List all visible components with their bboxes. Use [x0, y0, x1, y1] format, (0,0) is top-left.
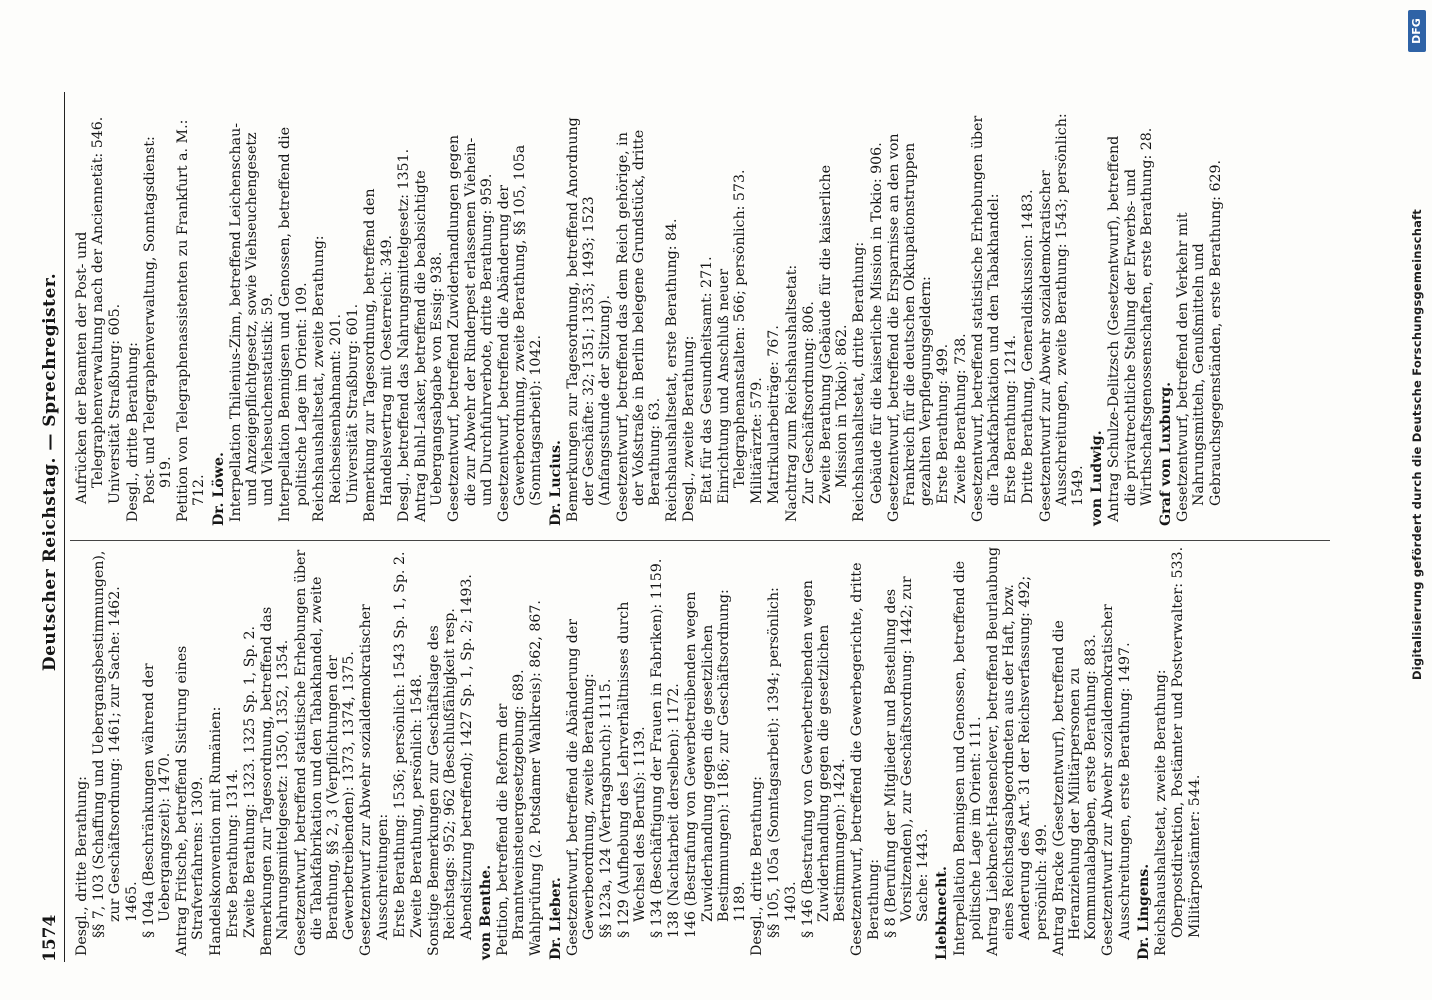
index-entry: Bemerkung zur Tagesordnung, betreffend den Handelsvertrag mit Oesterreich: 349. [362, 188, 395, 522]
right-column [74, 112, 1225, 526]
index-entry: Sonstige Bemerkungen zur Geschäftslage des Reichstags: 952; 962 (Beschlußfähigkeit resp. Abendsitzung betreffend); 1427 Sp. 1, Sp. 2; 1493. [426, 574, 475, 956]
index-entry: Desgl., dritte Berathung: [74, 776, 90, 956]
column-divider [70, 540, 1330, 541]
index-entry: Interpellation Thilenius-Zinn, betreffend Leichenschau- und Anzeigepflichtgesetz, sowie Viehseuchengesetz und Viehseuchenstatistik: 59. [227, 123, 277, 522]
index-entry: Antrag Schulze-Delitzsch (Gesetzentwurf), betreffend die privatrechtliche Stellung der Erwerbs- und Wirthschaftsgenossenschaften, erste Berathung: 28. [1106, 127, 1155, 522]
index-entry: Dritte Berathung, Generaldiskussion: 1483. [1020, 189, 1037, 504]
index-entry: Antrag Buhl-Lasker, betreffend die beabsichtigte Uebergangsabgabe von Essig: 938. [413, 170, 446, 522]
digitization-note: Digitalisierung gefördert durch die Deutsche Forschungsgemeinschaft [1410, 209, 1424, 680]
index-entry: Desgl., zweite Berathung: [681, 335, 698, 522]
index-entry: Universität Straßburg: 601. [345, 303, 362, 504]
speaker-name: von Benthe. [477, 864, 494, 960]
index-entry: Gesetzentwurf, betreffend die Abänderung der Gewerbeordnung, zweite Berathung: [564, 618, 598, 956]
index-entry: Gesetzentwurf, betreffend das dem Reich gehörige, in der Voßstraße in Berlin belegene Grundstück, dritte Berathung: 63. [614, 129, 663, 522]
index-entry: § 104a (Beschränkungen während der Uebergangszeit): 1470. [140, 663, 174, 938]
index-entry: Gesetzentwurf, betreffend den Verkehr mit Nahrungsmitteln, Genußmitteln und Gebrauchsgegenständen, erste Berathung: 629. [1175, 159, 1224, 522]
index-entry: Petition, betreffend die Reform der Branntweinsteuergesetzgebung: 689. [495, 669, 528, 956]
index-entry: Militärpostämter: 544. [1187, 774, 1204, 938]
index-entry: Bemerkungen zur Tagesordnung, betreffend Anordnung der Geschäfte: 32; 1351; 1353; 1493; 1523 (Anfangsstunde der Sitzung). [564, 117, 614, 522]
index-entry: Reichseisenbahnamt: 201. [328, 313, 345, 504]
running-head [20, 92, 65, 962]
index-entry: §§ 7, 103 (Schaffung und Uebergangsbestimmungen), zur Geschäftsordnung: 1461; zur Sache: 1462. 1465. [91, 550, 140, 938]
page-number: 1574 [40, 914, 60, 962]
index-entry: Antrag Liebknecht-Hasenclever, betreffend Beurlaubung eines Reichstagsabgeordneten aus der Haft, bzw. Aenderung des Art. 31 der Reichsverfassung: 492; persönlich: 499. [984, 546, 1050, 956]
index-entry: Desgl., dritte Berathung: [124, 342, 141, 522]
index-entry: Gesetzentwurf, betreffend statistische Erhebungen über die Tabakfabrikation und den Tabakhandel: [969, 115, 1002, 522]
index-entry: Antrag Fritsche, betreffend Sistirung eines Strafverfahrens: 1309. [174, 645, 207, 956]
index-entry: Erste Berathung: 499. [935, 343, 952, 504]
index-entry: Gesetzentwurf zur Abwehr sozialdemokratischer Ausschreitungen, zweite Berathung: 1543; persönlich: 1549. [1037, 113, 1086, 522]
index-entry: Desgl., dritte Berathung: [749, 776, 766, 956]
index-entry: Gesetzentwurf, betreffend die Gewerbegerichte, dritte Berathung: [849, 562, 882, 956]
dfg-logo: DFG [1408, 10, 1426, 52]
index-entry: Reichshaushaltsetat, erste Berathung: 84. [664, 218, 681, 522]
index-entry: Handelskonvention mit Rumänien: [207, 706, 224, 956]
index-entry: Interpellation Bennigsen und Genossen, betreffend die politische Lage im Orient: 109. [277, 126, 310, 522]
index-entry: 146 (Bestrafung von Gewerbetreibenden wegen Zuwiderhandlung gegen die gesetzlichen Bestimmungen): 1186; zur Geschäftsordnung: 1189. [683, 589, 748, 938]
speaker-name: Liebknecht. [934, 866, 951, 960]
index-entry: Reichshaushaltsetat, dritte Berathung: [851, 241, 868, 522]
index-entry: Einrichtung und Anschluß neuer Telegraphenanstalten: 566; persönlich: 573. [715, 169, 748, 504]
index-entry: Gesetzentwurf zur Abwehr sozialdemokratischer Ausschreitungen, erste Berathung: 1497. [1100, 604, 1133, 956]
index-entry: Wahlprüfung (2. Potsdamer Wahlkreis): 862, 867. [528, 600, 545, 956]
speaker-name: von Ludwig. [1089, 430, 1106, 526]
index-entry: § 129 (Aufhebung des Lehrverhältnisses durch Wechsel des Berufs): 1139. [615, 601, 648, 938]
index-entry: Gesetzentwurf, betreffend statistische Erhebungen über die Tabakfabrikation und den Tabakhandel, zweite Berathung, §§ 2, 3 (Verpflichtungen der Gewerbetreibenden): 1373, 1374, 1375. [292, 549, 358, 956]
index-entry: Erste Berathung: 1314. [224, 768, 241, 938]
index-entry: Gebäude für die kaiserliche Mission in Tokio: 906. [868, 142, 885, 504]
index-entry: Post- und Telegraphenverwaltung, Sonntagsdienst: 919. [141, 136, 175, 504]
index-entry: Etat für das Gesundheitsamt: 271. [698, 256, 715, 504]
index-entry: Gesetzentwurf, betreffend die Ersparnisse an den von Frankreich für die deutschen Okkupationstruppen gezahlten Verpflegungsgeldern: [885, 133, 935, 522]
speaker-name: Graf von Luxburg. [1158, 381, 1174, 526]
index-entry: Gesetzentwurf, betreffend Zuwiderhandlungen gegen die zur Abwehr der Rinderpest erlassenen Viehein- und Durchfuhrverbote, dritte Berathung: 959. [446, 135, 495, 522]
index-entry: § 134 (Beschäftigung der Frauen in Fabriken): 1159. [648, 558, 665, 938]
index-entry: Desgl., betreffend das Nahrungsmittelgesetz: 1351. [395, 148, 412, 522]
page-title: Deutscher Reichstag. — Sprechregister. [40, 272, 60, 672]
index-entry: §§ 123a, 124 (Vertragsbruch): 1115. [598, 678, 615, 938]
index-entry: Zur Geschäftsordnung: 806. [800, 301, 817, 504]
index-entry: Nachtrag zum Reichshaushaltsetat: [783, 264, 800, 522]
index-entry: Erste Berathung: 1536; persönlich: 1543 Sp. 1, Sp. 2. [391, 551, 408, 938]
speaker-name: Dr. Lucius. [547, 440, 564, 526]
index-entry: § 146 (Bestrafung von Gewerbetreibenden wegen Zuwiderhandlung gegen die gesetzlichen Bestimmungen): 1424. [799, 580, 849, 938]
index-entry: Reichshaushaltsetat, zweite Berathung: [310, 235, 327, 522]
index-entry: §§ 105, 105a (Sonntagsarbeit): 1394; persönlich: 1403. [766, 587, 799, 938]
index-entry: Zweite Berathung: 1323. 1325 Sp. 1, Sp. 2. [242, 625, 259, 938]
speaker-name: Dr. Lingens. [1135, 863, 1152, 960]
index-entry: Reichshaushaltsetat, zweite Berathung: [1153, 669, 1169, 956]
index-entry: Zweite Berathung (Gebäude für die kaiserliche Mission in Tokio): 862. [817, 164, 851, 504]
index-entry: Oberpostdirektion, Postämter und Postverwalter: 533. [1170, 546, 1187, 938]
index-entry: Matrikularbeiträge: 767. [766, 325, 783, 504]
index-entry: Gesetzentwurf zur Abwehr sozialdemokratischer Ausschreitungen: [358, 604, 391, 956]
index-entry: Universität Straßburg: 605. [107, 303, 124, 504]
index-entry: Interpellation Bennigsen und Genossen, betreffend die politische Lage im Orient: 111. [951, 560, 984, 956]
left-column [74, 546, 1205, 960]
index-entry: Antrag Bracke (Gesetzentwurf), betreffend die Heranziehung der Militärpersonen zu Kommunalabgaben, erste Berathung: 883. [1050, 620, 1100, 956]
index-entry: Gesetzentwurf, betreffend die Abänderung der Gewerbeordnung, zweite Berathung, §§ 105, 105a (Sonntagsarbeit): 1042. [496, 144, 545, 522]
speaker-name: Dr. Lieber. [547, 877, 564, 960]
index-entry: Petition von Telegraphenassistenten zu Frankfurt a. M.: 712. [175, 119, 208, 522]
index-entry: 138 (Nachtarbeit derselben): 1172. [666, 683, 683, 938]
index-entry: § 8 (Berufung der Mitglieder und Bestellung des Vorsitzenden), zur Geschäftsordnung: 1442; zur Sache: 1443. [882, 576, 932, 938]
index-entry: Erste Berathung: 1214. [1003, 334, 1020, 504]
index-entry: Bemerkungen zur Tagesordnung, betreffend das Nahrungsmittelgesetz: 1350, 1352, 1354. [259, 606, 292, 956]
index-entry: Zweite Berathung: 738. [952, 333, 969, 504]
index-entry: Aufrücken der Beamten der Post- und Telegraphenverwaltung nach der Anciennetät: 546. [74, 116, 107, 504]
index-entry: Militärärzte: 579. [749, 377, 766, 504]
speaker-name: Dr. Löwe. [210, 452, 227, 526]
index-entry: Zweite Berathung, persönlich: 1548. [409, 673, 426, 938]
